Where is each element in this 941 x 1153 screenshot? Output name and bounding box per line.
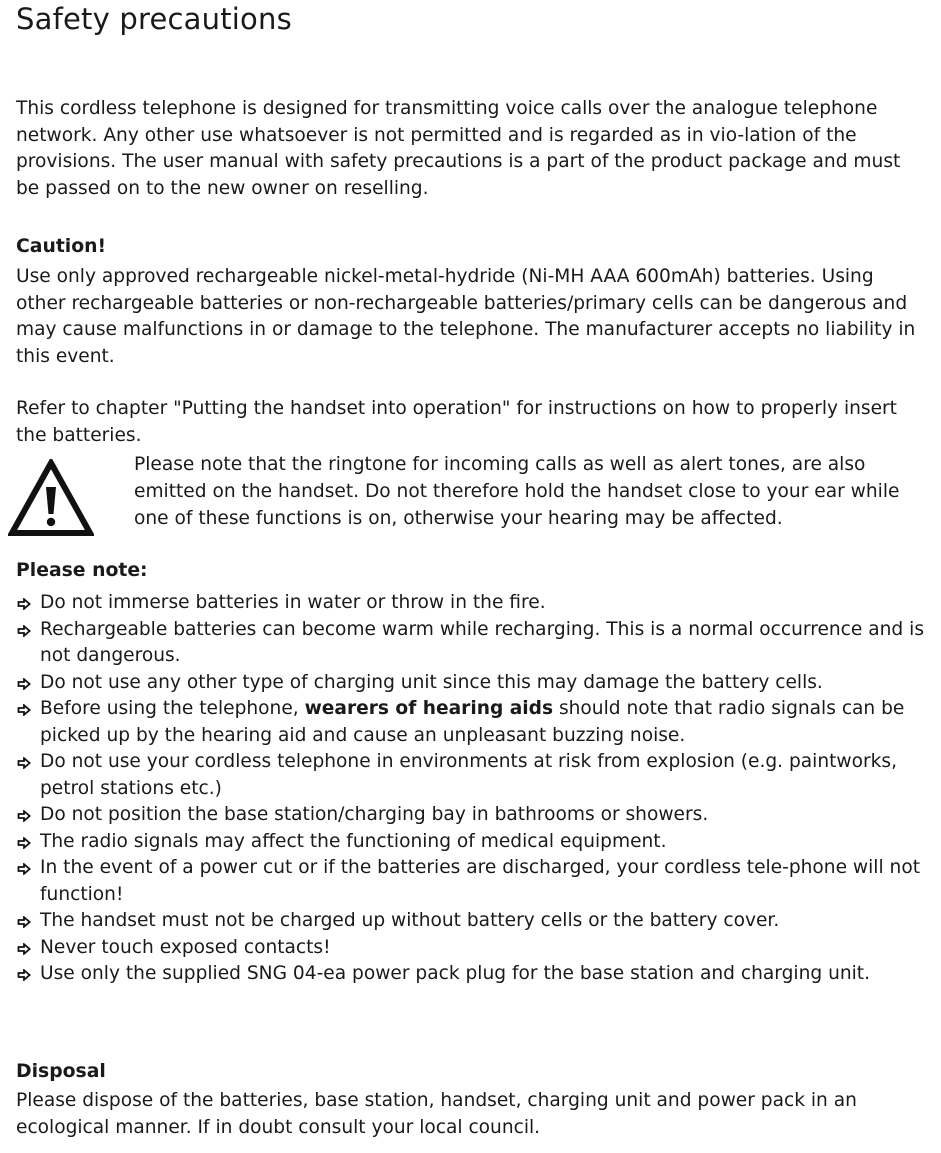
please-note-item bbox=[16, 855, 934, 908]
caution-heading: Caution! bbox=[16, 236, 107, 257]
arrow-right-icon bbox=[17, 810, 31, 822]
arrow-right-icon bbox=[17, 757, 31, 769]
please-note-item bbox=[16, 696, 934, 749]
note-text: The radio signals may affect the functioning of medical equipment. bbox=[40, 830, 667, 852]
please-note-item bbox=[16, 670, 934, 697]
caution-paragraph-2: Refer to chapter "Putting the handset into operation" for instructions on how to properly insert the batteries. bbox=[16, 398, 897, 446]
disposal-heading: Disposal bbox=[16, 1061, 106, 1082]
please-note-item bbox=[16, 590, 934, 617]
page-title: Safety precautions bbox=[16, 2, 292, 36]
please-note-item bbox=[16, 749, 934, 802]
warning-triangle-icon bbox=[8, 459, 94, 537]
please-note-item bbox=[16, 617, 934, 670]
note-text-bold: wearers of hearing aids bbox=[304, 698, 554, 719]
please-note-item bbox=[16, 908, 934, 935]
arrow-right-icon bbox=[17, 969, 31, 981]
note-text: Rechargeable batteries can become warm while recharging. This is a normal occurrence and is not dangerous. bbox=[40, 618, 925, 666]
arrow-right-icon bbox=[17, 625, 31, 637]
note-text: Do not position the base station/charging bay in bathrooms or showers. bbox=[40, 804, 709, 825]
disposal-paragraph: Please dispose of the batteries, base station, handset, charging unit and power pack in an ecological manner. If in doubt consult your local council. bbox=[16, 1090, 857, 1138]
note-text: Do not use your cordless telephone in environments at risk from explosion (e.g. paintworks, petrol stations etc.) bbox=[40, 751, 898, 799]
intro-paragraph: This cordless telephone is designed for transmitting voice calls over the analogue telephone network. Any other use whatsoever is not permitted and is regarded as in vio-lation of the provisions. The user manual with safety precautions is a part of the product package and must be passed on to the new owner on reselling. bbox=[16, 98, 901, 199]
please-note-item bbox=[16, 802, 934, 829]
please-note-item bbox=[16, 829, 934, 856]
arrow-right-icon bbox=[17, 598, 31, 610]
hearing-warning bbox=[16, 451, 928, 543]
note-text: should note that radio signals can be picked up by the hearing aid and cause an unpleasant buzzing noise. bbox=[40, 698, 905, 746]
note-text: Before using the telephone, bbox=[40, 698, 305, 719]
note-text: Use only the supplied SNG 04-ea power pack plug for the base station and charging unit. bbox=[40, 963, 871, 984]
please-note-item bbox=[16, 935, 934, 962]
arrow-right-icon bbox=[17, 943, 31, 955]
arrow-right-icon bbox=[17, 863, 31, 875]
note-text: Do not immerse batteries in water or throw in the fire. bbox=[40, 592, 546, 613]
note-text: Do not use any other type of charging unit since this may damage the battery cells. bbox=[40, 671, 823, 693]
note-text: Never touch exposed contacts! bbox=[40, 936, 331, 958]
note-text: In the event of a power cut or if the batteries are discharged, your cordless tele-phone will not function! bbox=[40, 857, 920, 905]
caution-paragraph-1: Use only approved rechargeable nickel-metal-hydride (Ni-MH AAA 600mAh) batteries. Using other rechargeable batteries or non-rechargeable batteries/primary cells can be dangerous and may cause malfunctions in or damage to the telephone. The manufacturer accepts no liability in this event. bbox=[16, 266, 916, 367]
warning-text: Please note that the ringtone for incoming calls as well as alert tones, are also emitted on the handset. Do not therefore hold the handset close to your ear while one of these functions is on, otherwise your hearing may be affected. bbox=[134, 454, 900, 529]
please-note-list bbox=[16, 590, 934, 988]
note-text: The handset must not be charged up without battery cells or the battery cover. bbox=[40, 910, 780, 931]
arrow-right-icon bbox=[17, 678, 31, 690]
please-note-item bbox=[16, 961, 934, 988]
arrow-right-icon bbox=[17, 916, 31, 928]
arrow-right-icon bbox=[17, 704, 31, 716]
please-note-heading: Please note: bbox=[16, 560, 148, 581]
arrow-right-icon bbox=[17, 837, 31, 849]
